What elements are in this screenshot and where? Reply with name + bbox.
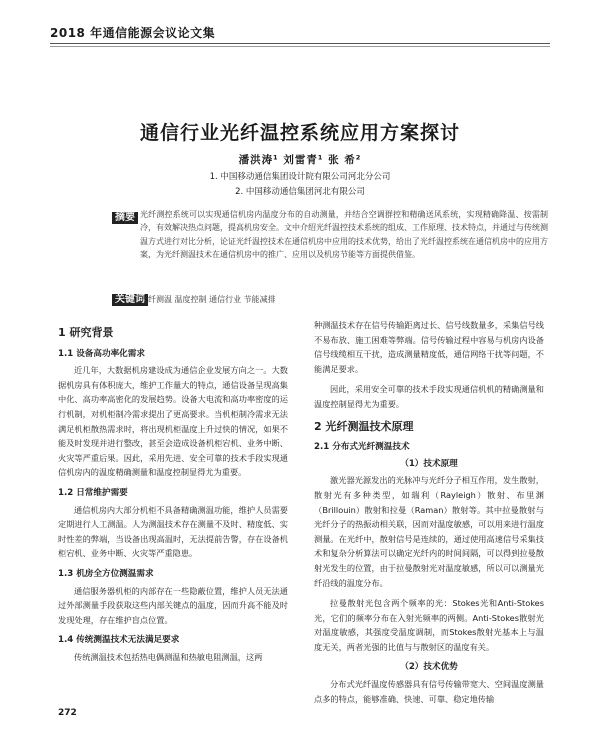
- page-number: 272: [58, 708, 77, 718]
- authors: 潘洪涛¹ 刘雷青¹ 张 希²: [238, 154, 362, 166]
- affiliation-1: 1. 中国移动通信集团设计院有限公司河北分公司: [209, 172, 391, 182]
- paragraph-1-2: 通信机房内大部分机柜不具备精确测温功能，维护人员需要定期进行人工测温。人为测温技术存在测量不及时、精度低、实时性差的弊端，当设备出现高温时，无法提前告警，存在设备机柜宕机、业务中断、火灾等严重隐患。: [58, 504, 288, 559]
- paragraph-1-4: 传统测温技术包括热电偶测温和热敏电阻测温，这两: [74, 651, 263, 662]
- keywords-label: 关键词: [112, 294, 148, 306]
- subheading-technical-advantages: （2）技术优势: [400, 662, 458, 673]
- running-head: 2018 年通信能源会议论文集: [50, 26, 216, 40]
- section-heading-1: 1 研究背景: [58, 326, 114, 339]
- abstract-text: 光纤测控系统可以实现通信机房内温度分布的自动测量，并结合空调群控和精确送风系统，实现精确降温、按需制冷，有效解决热点问题，提高机房安全。文中介绍光纤温控技术系统的组成、工作原理、技术特点，并通过与传统测温方式进行对比分析，论证光纤温控技术在通信机房中应用的技术优势，给出了光纤温控系统在通信机房中的应用方案，为光纤测温技术在通信机房中的推广、应用以及机房节能等方面提供借鉴。: [140, 210, 548, 260]
- header-rule-thin: [50, 46, 550, 47]
- affiliation-2: 2. 中国移动通信集团河北有限公司: [235, 187, 365, 197]
- subsection-heading-1-2: 1.2 日常维护需要: [58, 487, 128, 498]
- subsection-heading-1-3: 1.3 机房全方位测温需求: [58, 568, 154, 579]
- subsection-heading-1-1: 1.1 设备高功率化需求: [58, 348, 145, 359]
- subsection-heading-2-1: 2.1 分布式光纤测温技术: [314, 442, 410, 453]
- left-column: [58, 318, 288, 670]
- paragraph-therefore: 因此，采用安全可靠的技术手段实现通信机机的精确测量和温度控制显得尤为重要。: [314, 384, 544, 409]
- paragraph-2-1-a: 激光器光源发出的光脉冲与光纤分子相互作用，发生散射，散射光有多种类型，如瑞利（Rayleigh）散射、布里渊（Brillouin）散射和拉曼（Raman）散射等。其中拉曼散射与光纤分子的热振动相关联，因而对温度敏感，可以用来进行温度测量。在光纤中，散射信号是连续的，通过使用高速信号采集技术和复杂分析算法可以确定光纤内的时间间隔，可以得到拉曼散射光发生的位置，由于拉曼散射光对温度敏感，所以可以测量光纤沿线的温度分布。: [314, 475, 544, 588]
- paragraph-1-1: 近几年，大数据机房建设成为通信企业发展方向之一。大数据机房具有体积庞大，维护工作量大的特点，通信设备呈现高集中化、高功率高密化的发展趋势。设备大电流和高功率密度的运行机制，对机柜制冷需求提出了更高要求。当机柜制冷需求无法满足机柜散热需求时，将出现机柜温度上升过快的情况，如果不能及时发现并进行整改，甚至会造成设备机柜宕机、业务中断、火灾等严重后果。因此，采用先进、安全可靠的技术手段实现通信机房内的温度精确测量和温度控制显得尤为重要。: [58, 365, 288, 478]
- subheading-technical-principle: （1）技术原理: [400, 458, 458, 469]
- subsection-heading-1-4: 1.4 传统测温技术无法满足要求: [58, 635, 180, 646]
- header-rule: [50, 43, 550, 44]
- paragraph-continued: 种测温技术存在信号传输距离过长、信号线数量多，采集信号线不易布放、施工困难等弊端。信号传输过程中容易与机房内设备信号线缆相互干扰，造成测量精度低，通信网络干扰等问题，不能满足要求。: [314, 320, 544, 374]
- paper-title: 通信行业光纤温控系统应用方案探讨: [139, 122, 460, 144]
- paragraph-1-3: 通信服务器机柜的内部存在一些隐蔽位置，维护人员无法通过外部测量手段获取这些内部关键点的温度，因而升高不能及时发现处理，存在维护盲点位置。: [58, 585, 288, 625]
- paragraph-2-1-c: 分布式光纤温度传感器具有信号传输带宽大、空间温度测量点多的特点，能够准确、快速、可靠、稳定地传输: [314, 679, 544, 704]
- keywords-text: 光纤测温 温度控制 通信行业 节能减排: [140, 295, 276, 304]
- abstract-label: 摘要: [112, 212, 138, 224]
- paragraph-2-1-b: 拉曼散射光包含两个频率的光：Stokes光和Anti-Stokes光，它们的频率分布在入射光频率的两侧。Anti-Stokes散射光对温度敏感，其强度受温度调制，而Stokes散射光基本上与温度无关，两者光强的比值与与散射区的温度有关。: [314, 598, 544, 652]
- section-heading-2: 2 光纤测温技术原理: [314, 419, 414, 433]
- right-column: [314, 318, 544, 712]
